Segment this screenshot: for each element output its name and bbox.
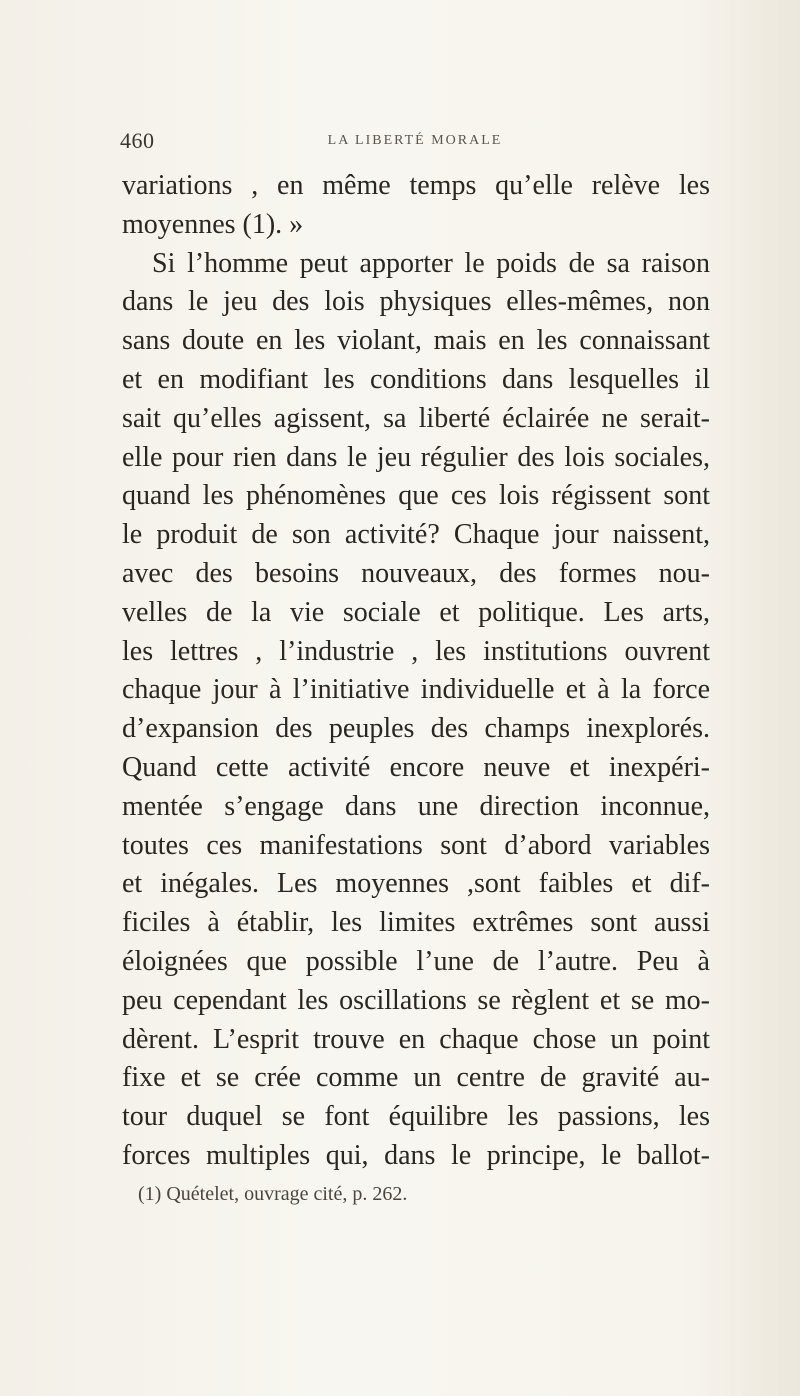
text-line: variations , en même temps qu’elle relève les [122,170,710,201]
body-text [122,167,710,1176]
text-line: et en modifiant les conditions dans lesquelles il [122,363,710,395]
text-line: elle pour rien dans le jeu régulier des lois sociales, [122,441,710,473]
text-line: d’expansion des peuples des champs inexplorés. [122,713,710,745]
text-line: moyennes (1). » [122,208,304,240]
text-line: quand les phénomènes que ces lois régissent sont [122,480,710,512]
page-number: 460 [120,128,155,153]
text-line: et inégales. Les moyennes ,sont faibles et dif- [122,868,710,900]
text-line: tour duquel se font équilibre les passions, les [122,1101,710,1133]
text-line: fixe et se crée comme un centre de gravité au- [122,1062,710,1094]
text-line: mentée s’engage dans une direction inconnue, [122,790,710,822]
text-line: dans le jeu des lois physiques elles-mêmes, non [122,286,710,318]
text-line: ficiles à établir, les limites extrêmes sont aussi [122,907,710,939]
text-line: velles de la vie sociale et politique. Les arts, [122,596,710,628]
footnote: (1) Quételet, ouvrage cité, p. 262. [138,1183,408,1205]
text-line: chaque jour à l’initiative individuelle et à la force [122,674,710,706]
text-line: peu cependant les oscillations se règlent et se mo- [122,984,710,1016]
text-line: le produit de son activité? Chaque jour naissent, [122,519,710,551]
text-line: Quand cette activité encore neuve et inexpéri- [122,751,710,783]
running-head: LA LIBERTÉ MORALE [327,133,503,148]
text-line: Si l’homme peut apporter le poids de sa raison [152,247,710,279]
text-line: toutes ces manifestations sont d’abord variables [122,829,710,861]
text-line: les lettres , l’industrie , les institutions ouvrent [122,635,710,667]
page-header [120,128,700,158]
text-line: sait qu’elles agissent, sa liberté éclairée ne serait- [122,402,710,434]
text-line: avec des besoins nouveaux, des formes nou- [122,557,710,589]
text-line: forces multiples qui, dans le principe, le ballot- [122,1139,710,1171]
text-line: éloignées que possible l’une de l’autre. Peu à [122,945,710,977]
text-line: sans doute en les violant, mais en les connaissant [122,325,710,357]
text-line: dèrent. L’esprit trouve en chaque chose un point [122,1023,710,1055]
